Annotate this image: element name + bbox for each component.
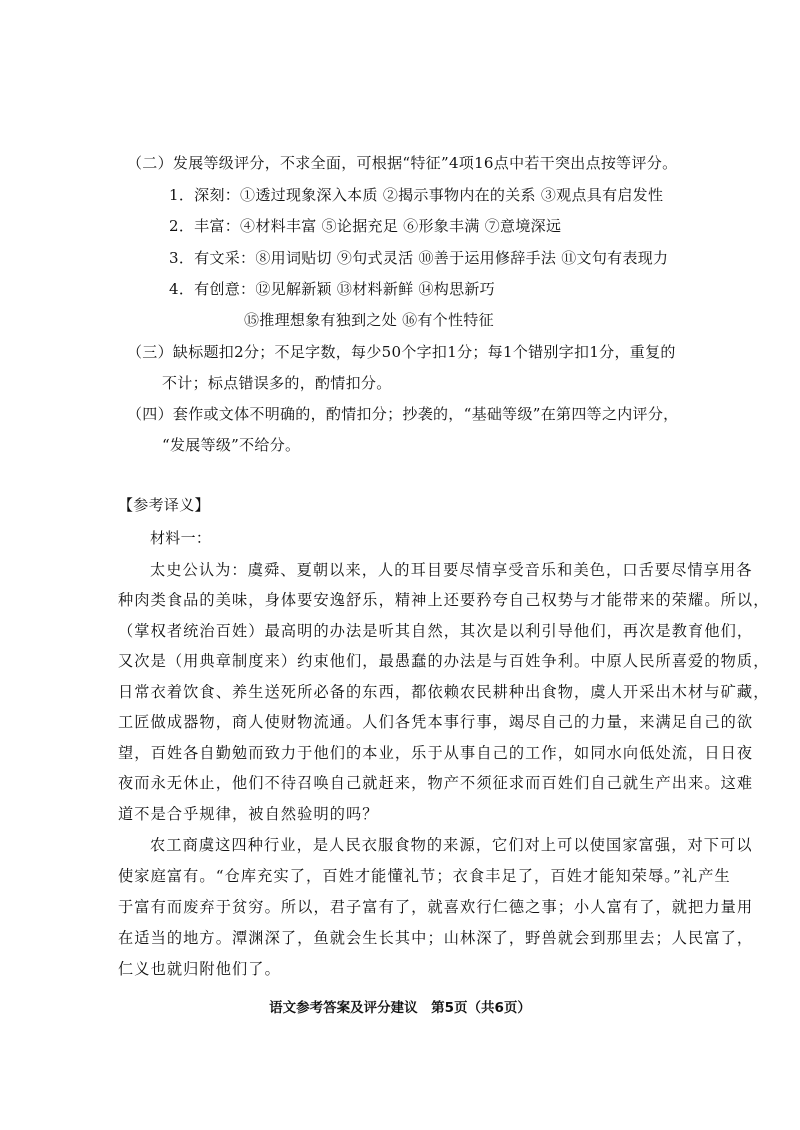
material-label: 材料一： <box>150 529 212 547</box>
para1-line-1: 太史公认为：虞舜、夏朝以来，人的耳目要尽情享受音乐和美色，口舌要尽情享用各 <box>150 561 753 579</box>
para1-line-5: 日常衣着饮食、养生送死所必备的东西，都依赖农民耕种出食物，虞人开采出木材与矿藏， <box>118 683 770 701</box>
para1-line-3: （掌权者统治百姓）最高明的办法是听其自然，其次是以利引导他们，再次是教育他们， <box>118 622 754 640</box>
section2-item-3: 3．有文采：⑧用词贴切 ⑨句式灵活 ⑩善于运用修辞手法 ⑪文句有表现力 <box>169 249 669 267</box>
section2-item-4-continuation: ⑮推理想象有独到之处 ⑯有个性特征 <box>244 311 494 329</box>
section3-line-1: （三）缺标题扣2分；不足字数，每少50个字扣1分；每1个错别字扣1分，重复的 <box>127 343 676 361</box>
para2-line-5: 仁义也就归附他们了。 <box>118 960 281 978</box>
translation-title: 【参考译义】 <box>118 496 210 514</box>
para1-line-9: 道不是合乎规律，被自然验明的吗？ <box>118 805 379 823</box>
para1-line-4: 又次是（用典章制度来）约束他们，最愚蠢的办法是与百姓争利。中原人民所喜爱的物质， <box>118 652 770 670</box>
para1-line-6: 工匠做成器物，商人使财物流通。人们各凭本事行事，竭尽自己的力量，来满足自己的欲 <box>118 713 754 731</box>
para2-line-1: 农工商虞这四种行业，是人民衣服食物的来源，它们对上可以使国家富强，对下可以 <box>150 836 753 854</box>
page-footer: 语文参考答案及评分建议 第5页（共6页） <box>269 1000 531 1016</box>
para2-line-3: 于富有而废弃于贫穷。所以，君子富有了，就喜欢行仁德之事；小人富有了，就把力量用 <box>118 898 754 916</box>
section2-heading: （二）发展等级评分，不求全面，可根据“特征”4项16点中若干突出点按等评分。 <box>127 154 678 172</box>
section3-line-2: 不计；标点错误多的，酌情扣分。 <box>162 374 392 392</box>
section2-item-2: 2．丰富：④材料丰富 ⑤论据充足 ⑥形象丰满 ⑦意境深远 <box>169 217 562 235</box>
section4-line-2: “发展等级”不给分。 <box>162 436 301 454</box>
section2-item-1: 1．深刻：①透过现象深入本质 ②揭示事物内在的关系 ③观点具有启发性 <box>169 186 664 204</box>
para1-line-7: 望，百姓各自勤勉而致力于他们的本业，乐于从事自己的工作，如同水向低处流，日日夜 <box>118 744 754 762</box>
para1-line-8: 夜而永无休止，他们不待召唤自己就赶来，物产不须征求而百姓们自己就生产出来。这难 <box>118 774 754 792</box>
para1-line-2: 种肉类食品的美味，身体要安逸舒乐，精神上还要矜夸自己权势与才能带来的荣耀。所以， <box>118 591 770 609</box>
para2-line-2: 使家庭富有。“仓库充实了，百姓才能懂礼节；衣食丰足了，百姓才能知荣辱。”礼产生 <box>118 867 731 885</box>
section4-line-1: （四）套作或文体不明确的，酌情扣分；抄袭的，“基础等级”在第四等之内评分， <box>127 405 679 423</box>
section2-item-4: 4．有创意：⑫见解新颖 ⑬材料新鲜 ⑭构思新巧 <box>169 280 495 298</box>
para2-line-4: 在适当的地方。潭渊深了，鱼就会生长其中；山林深了，野兽就会到那里去；人民富了， <box>118 929 754 947</box>
